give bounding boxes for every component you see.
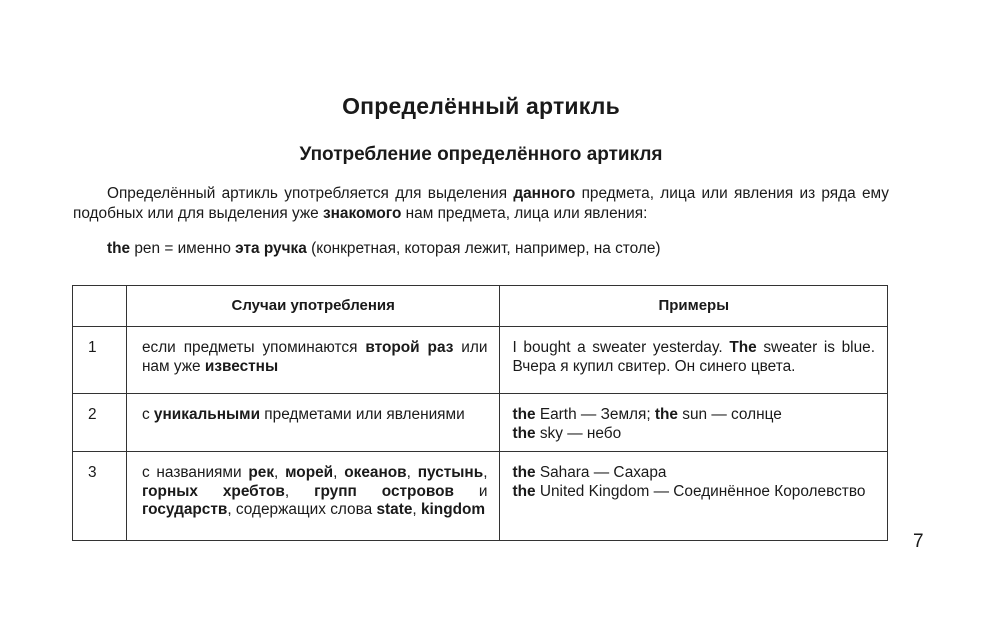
example-line [512,425,875,444]
usage-table [72,285,888,541]
case-bold: государств [141,501,228,518]
case-bold: рек [248,464,275,481]
case-text: предметами или явлениями [260,406,465,423]
example-bold: the [512,406,536,423]
case-bold: известны [204,357,279,375]
case-bold: kingdom [420,501,486,518]
case-bold: пустынь [417,464,484,481]
case-text: если предметы упоминаются [141,339,366,356]
case-bold: state [376,501,413,518]
case-bold: морей [285,464,334,481]
case-text: с [141,406,154,423]
example-text: United Kingdom — Соединённое Королевство [535,482,866,500]
example-bold: the [512,482,536,500]
intro-paragraph [73,184,889,224]
case-bold: горных хребтов [141,482,285,500]
example-text: sky — небо [535,424,622,442]
case-bold: уникальными [153,406,261,423]
example-article: the [107,240,131,257]
case-text: , [284,482,315,500]
case-text: , [483,464,488,481]
example-line [512,483,875,502]
example-bold: the [654,406,678,423]
example-text: Sahara — Сахара [535,464,667,481]
case-text: или нам уже [141,339,488,375]
table-row [73,327,888,394]
example-bold: The [729,339,757,356]
case-text: , [333,464,345,481]
intro-bold-term: знакомого [322,205,402,222]
example-bold-phrase: эта ручка [235,240,307,257]
case-text: , содержащих слова [227,501,377,518]
case-text: и [453,482,488,500]
case-cell [126,394,500,452]
intro-text: Определённый артикль употребляется для выделения [107,185,514,202]
header-cases: Случаи употребления [126,286,500,327]
intro-text: предмета, лица или явления из ряда ему подобных или для выделения уже [73,185,889,222]
case-cell [126,327,500,394]
example-bold: the [512,424,536,442]
table-row [73,452,888,541]
section-subtitle: Употребление определённого артикля [299,144,663,165]
page-title: Определённый артикль [342,93,620,119]
case-text: , [412,501,421,518]
case-text: , [274,464,286,481]
header-number [73,286,127,327]
example-text: (конкретная, которая лежит, например, на столе) [306,240,661,257]
row-number: 3 [73,452,127,541]
example-line [512,464,875,483]
example-line [107,239,661,259]
case-cell [126,452,500,541]
intro-bold-term: данного [513,185,576,202]
header-examples: Примеры [500,286,888,327]
example-text: sun — солнце [677,406,782,423]
example-text: I bought a sweater yesterday. [512,339,730,356]
case-bold: групп островов [314,482,454,500]
case-text: , [406,464,418,481]
example-text: pen = именно [130,240,236,257]
row-number: 1 [73,327,127,394]
example-bold: the [512,464,536,481]
example-text: sweater is blue. Вчера я купил свитер. Он синего цвета. [512,339,875,375]
table-header-row [73,286,888,327]
case-bold: океанов [344,464,407,481]
example-cell [500,452,888,541]
example-line [512,406,875,425]
example-cell [500,394,888,452]
page-number: 7 [913,531,924,552]
table-row [73,394,888,452]
case-text: с названиями [141,464,249,481]
intro-text: нам предмета, лица или явления: [401,205,648,222]
row-number: 2 [73,394,127,452]
case-bold: второй раз [365,339,454,356]
example-cell [500,327,888,394]
example-text: Earth — Земля; [535,406,655,423]
